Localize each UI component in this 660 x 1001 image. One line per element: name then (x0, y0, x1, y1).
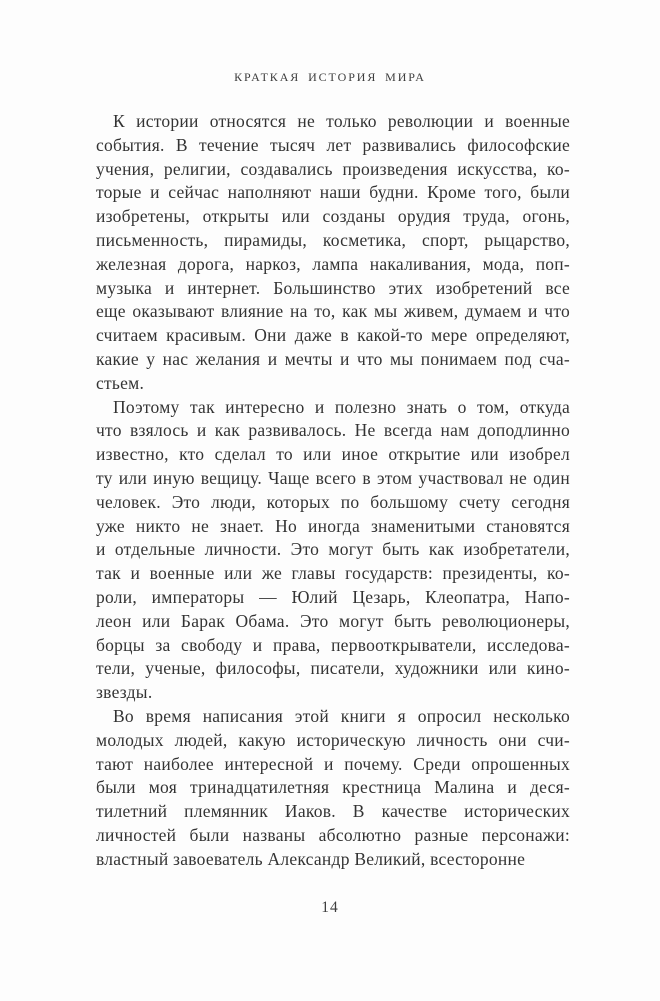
text-line: были моя тринадцатилетняя крестница Малина и деся- (96, 777, 570, 798)
paragraph (96, 396, 570, 705)
text-line: учения, религии, создавались произведения искусства, ко- (96, 158, 570, 179)
paragraph (96, 705, 570, 872)
text-line: К истории относятся не только революции и военные (113, 111, 570, 131)
text-line: тели, ученые, философы, писатели, художники или кино- (96, 658, 570, 679)
page-number: 14 (321, 899, 339, 916)
text-line: события. В течение тысяч лет развивались философские (96, 134, 570, 155)
text-line: борцы за свободу и права, первооткрыватели, исследова- (96, 634, 570, 655)
text-line: роли, императоры — Юлий Цезарь, Клеопатра, Напо- (96, 586, 570, 607)
text-line: считаем красивым. Они даже в какой-то мере определяют, (96, 325, 570, 346)
text-line: что взялось и как развивалось. Не всегда нам доподлинно (96, 420, 570, 441)
text-line: и отдельные личности. Это могут быть как изобретатели, (96, 539, 570, 560)
text-line: звезды. (96, 682, 153, 703)
text-line: уже никто не знает. Но иногда знаменитыми становятся (96, 515, 570, 536)
text-line: музыка и интернет. Большинство этих изобретений все (96, 277, 570, 298)
text-line: человек. Это люди, которых по большому счету сегодня (96, 491, 570, 512)
text-line: ту или иную вещицу. Чаще всего в этом участвовал не один (96, 467, 570, 488)
text-line: еще оказывают влияние на то, как мы живем, думаем и что (96, 301, 570, 322)
text-line: тают наиболее интересной и почему. Среди опрошенных (96, 753, 570, 774)
text-line: какие у нас желания и мечты и что мы понимаем под сча- (96, 348, 570, 369)
text-line: властный завоеватель Александр Великий, всесторонне (96, 848, 526, 869)
text-line: леон или Барак Обама. Это могут быть революционеры, (96, 610, 570, 631)
text-line: письменность, пирамиды, косметика, спорт, рыцарство, (96, 229, 570, 250)
text-line: стьем. (96, 372, 145, 393)
text-line: так и военные или же главы государств: президенты, ко- (96, 563, 570, 584)
text-line: Поэтому так интересно и полезно знать о том, откуда (113, 396, 570, 417)
text-line: изобретены, открыты или созданы орудия труда, огонь, (96, 206, 570, 227)
paragraph (96, 110, 570, 396)
body-text (96, 110, 570, 872)
text-line: личностей были названы абсолютно разные персонажи: (96, 824, 570, 845)
text-line: тилетний племянник Иаков. В качестве исторических (96, 801, 570, 822)
text-line: Во время написания этой книги я опросил несколько (113, 705, 570, 726)
text-line: железная дорога, наркоз, лампа накаливания, мода, поп- (96, 253, 570, 274)
text-line: известно, кто сделал то или иное открытие или изобрел (96, 444, 570, 465)
text-line: молодых людей, какую историческую личность они счи- (96, 729, 570, 750)
running-header: КРАТКАЯ ИСТОРИЯ МИРА (234, 70, 426, 84)
text-line: торые и сейчас наполняют наши будни. Кроме того, были (96, 182, 570, 203)
